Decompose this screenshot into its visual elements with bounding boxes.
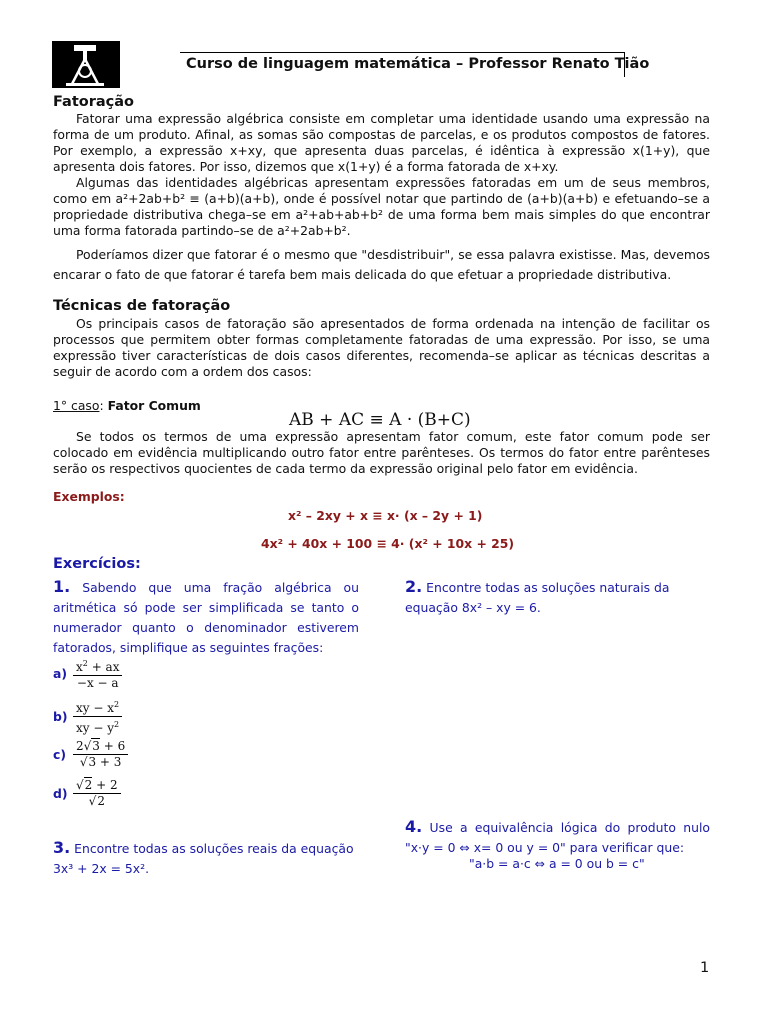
exercise-4 [405, 817, 710, 858]
fator-comum-formula: AB + AC ≡ A · (B+C) [289, 410, 471, 430]
exercicios-heading: Exercícios: [53, 556, 141, 572]
tecnicas-text [53, 316, 710, 380]
header-title: Curso de linguagem matemática – Professor Renato Tião [186, 56, 650, 72]
exercise-4-line2: "a·b = a·c ⇔ a = 0 ou b = c" [469, 856, 645, 871]
exercise-2 [405, 577, 710, 618]
fraction-d: d) $\frac{√2 + 2}{√2}$ [53, 778, 121, 809]
fatoracao-paragraph-1: Fatorar uma expressão algébrica consiste em completar uma identidade usando uma expressão na forma de um produto. Afinal, as somas são compostas de parcelas, e os produtos compostos de fatores. Por exemplo, a expressão x+xy, que apresenta duas parcelas, é idêntica à expressão x(1+y), que apresenta dois fatores. Por isso, dizemos que x(1+y) é a forma fatorada de x+xy. [53, 111, 710, 174]
exercise-3-number: 3. [53, 838, 71, 857]
section-heading-tecnicas: Técnicas de fatoração [53, 298, 231, 314]
caso-name: Fator Comum [107, 398, 201, 413]
fraction-c: c) $\frac{2√3 + 6}{√3 + 3}$ [53, 739, 128, 770]
exemplos-heading: Exemplos: [53, 489, 125, 504]
exercise-3 [53, 838, 359, 879]
exercise-4-number: 4. [405, 817, 423, 836]
exercise-2-number: 2. [405, 577, 423, 596]
exercise-3-text: Encontre todas as soluções reais da equação 3x³ + 2x = 5x². [53, 841, 354, 876]
section-heading-fatoracao: Fatoração [53, 94, 135, 110]
caso-1-text [53, 429, 710, 477]
exercise-1-number: 1. [53, 577, 71, 596]
example-2: 4x² + 40x + 100 ≡ 4· (x² + 10x + 25) [261, 536, 515, 551]
fraction-a: a) $\frac{x^2 + ax}{-x - a}$ [53, 656, 122, 691]
fatoracao-paragraph-2: Algumas das identidades algébricas apresentam expressões fatoradas em um de seus membros, como em a²+2ab+b² ≡ (a+b)(a+b), onde é possível notar que partindo de (a+b)(a+b) e efetuando–se a propriedade distributiva chega–se em a²+ab+ab+b² de uma forma bem mais simples do que encontrar uma forma fatorada partindo–se de a²+2ab+b². [53, 175, 710, 238]
course-logo [52, 41, 120, 88]
page-number: 1 [700, 960, 710, 976]
exercise-2-text: Encontre todas as soluções naturais da equação 8x² – xy = 6. [405, 580, 670, 615]
exercise-1-text: Sabendo que uma fração algébrica ou aritmética só pode ser simplificada se tanto o numerador quanto o denominador estiverem fatorados, simplifique as seguintes frações: [53, 580, 359, 655]
compass-logo-icon [52, 41, 120, 88]
fraction-b: b) $\frac{xy - x^2}{xy - y^2}$ [53, 697, 122, 736]
exercise-4-text: Use a equivalência lógica do produto nulo "x·y = 0 ⇔ x= 0 ou y = 0" para verificar que: [405, 820, 710, 855]
example-1: x² – 2xy + x ≡ x· (x – 2y + 1) [288, 508, 483, 523]
caso-1-label: 1° caso: Fator Comum [53, 398, 201, 413]
tecnicas-paragraph: Os principais casos de fatoração são apresentados de forma ordenada na intenção de facilitar os processos que permitem obter formas completamente fatoradas de uma expressão. Por isso, se uma expressão tiver características de dois casos diferentes, recomenda–se aplicar as técnicas descritas a seguir de acordo com a ordem dos casos: [53, 316, 710, 379]
fatoracao-text [53, 111, 710, 285]
caso-1-paragraph: Se todos os termos de uma expressão apresentam fator comum, este fator comum pode ser colocado em evidência multiplicando outro fator entre parênteses. Os termos do fator entre parênteses serão os respectivos quocientes de cada termo da expressão original pelo fator em evidência. [53, 429, 710, 476]
fatoracao-paragraph-3: Poderíamos dizer que fatorar é o mesmo que "desdistribuir", se essa palavra existisse. Mas, devemos encarar o fato de que fatorar é tarefa bem mais delicada do que efetuar a propriedade distributiva. [53, 247, 710, 282]
caso-number: 1° caso [53, 398, 100, 413]
exercise-1 [53, 577, 359, 658]
